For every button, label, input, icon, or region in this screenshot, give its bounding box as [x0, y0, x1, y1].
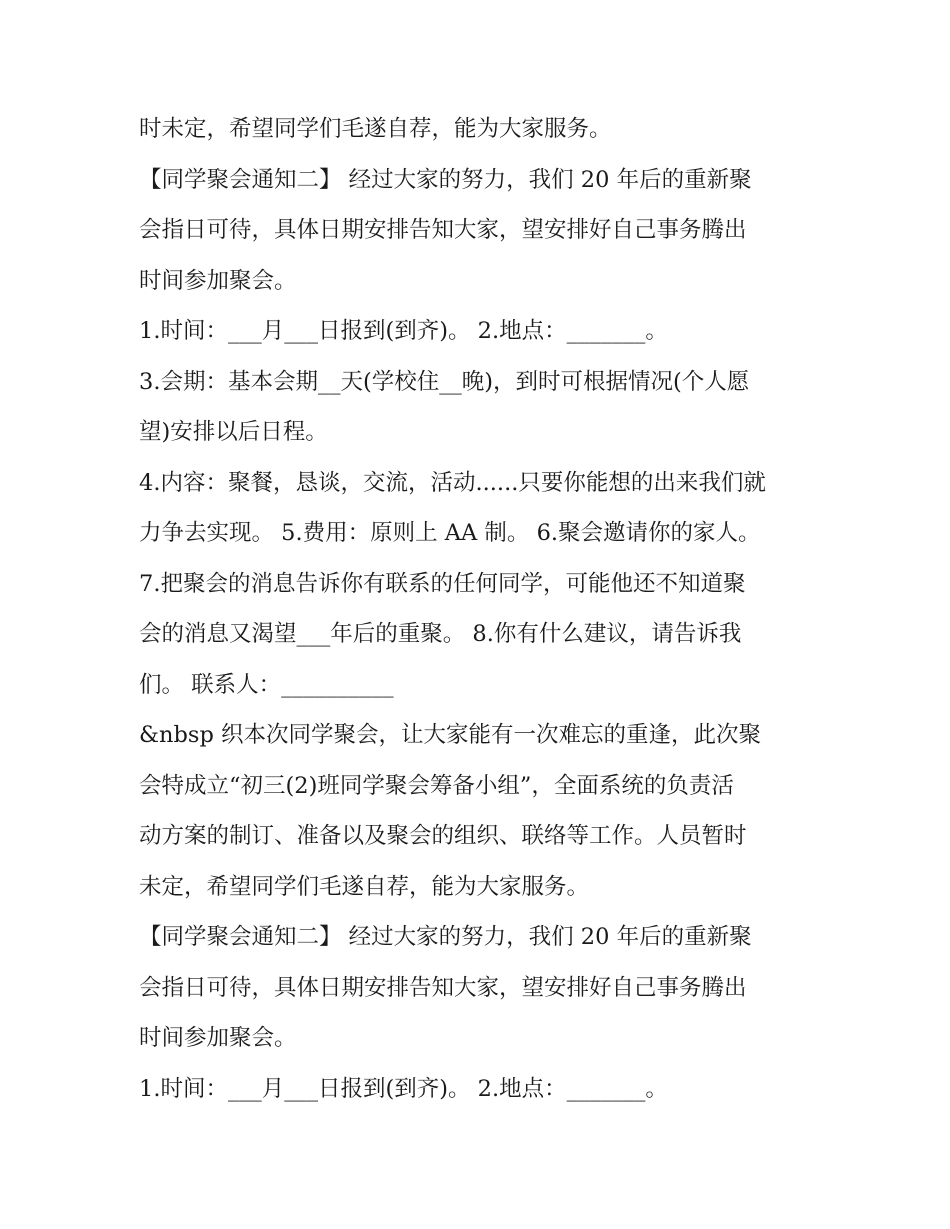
text-line: 会特成立“初三(2)班同学聚会筹备小组”，全面系统的负责活 — [139, 772, 734, 799]
text-line: 【同学聚会通知二】 经过大家的努力，我们 20 年后的重新聚 — [139, 924, 752, 950]
text-line: 3.会期：基本会期__天(学校住__晚)，到时可根据情况(个人愿 — [139, 368, 750, 395]
text-line: 望)安排以后日程。 — [139, 419, 328, 445]
text-line: 1.时间：___月___日报到(到齐)。 2.地点：_______。 — [139, 318, 668, 344]
text-line: 未定，希望同学们毛遂自荐，能为大家服务。 — [139, 873, 590, 900]
text-line: 1.时间：___月___日报到(到齐)。 2.地点：_______。 — [139, 1075, 668, 1102]
text-line: 会指日可待，具体日期安排告知大家，望安排好自己事务腾出 — [139, 974, 747, 1001]
text-line: 7.把聚会的消息告诉你有联系的任何同学，可能他还不知道聚 — [139, 570, 746, 597]
document-body — [139, 104, 819, 1114]
text-line: 【同学聚会通知二】 经过大家的努力，我们 20 年后的重新聚 — [139, 166, 752, 193]
text-line: 时未定，希望同学们毛遂自荐，能为大家服务。 — [139, 116, 612, 142]
text-line: 4.内容：聚餐，恳谈，交流，活动......只要你能想的出来我们就 — [139, 469, 766, 496]
text-line: &nbsp 织本次同学聚会，让大家能有一次难忘的重逢，此次聚 — [139, 722, 762, 748]
text-line: 会的消息又渴望___年后的重聚。 8.你有什么建议，请告诉我 — [139, 621, 742, 647]
text-line: 会指日可待，具体日期安排告知大家，望安排好自己事务腾出 — [139, 217, 747, 243]
text-line: 们。 联系人：__________ — [139, 671, 394, 698]
text-line: 时间参加聚会。 — [139, 1025, 297, 1051]
text-line: 动方案的制订、准备以及聚会的组织、联络等工作。人员暂时 — [139, 823, 747, 849]
text-line: 时间参加聚会。 — [139, 267, 297, 294]
text-line: 力争去实现。 5.费用：原则上 AA 制。 6.聚会邀请你的家人。 — [139, 520, 761, 546]
